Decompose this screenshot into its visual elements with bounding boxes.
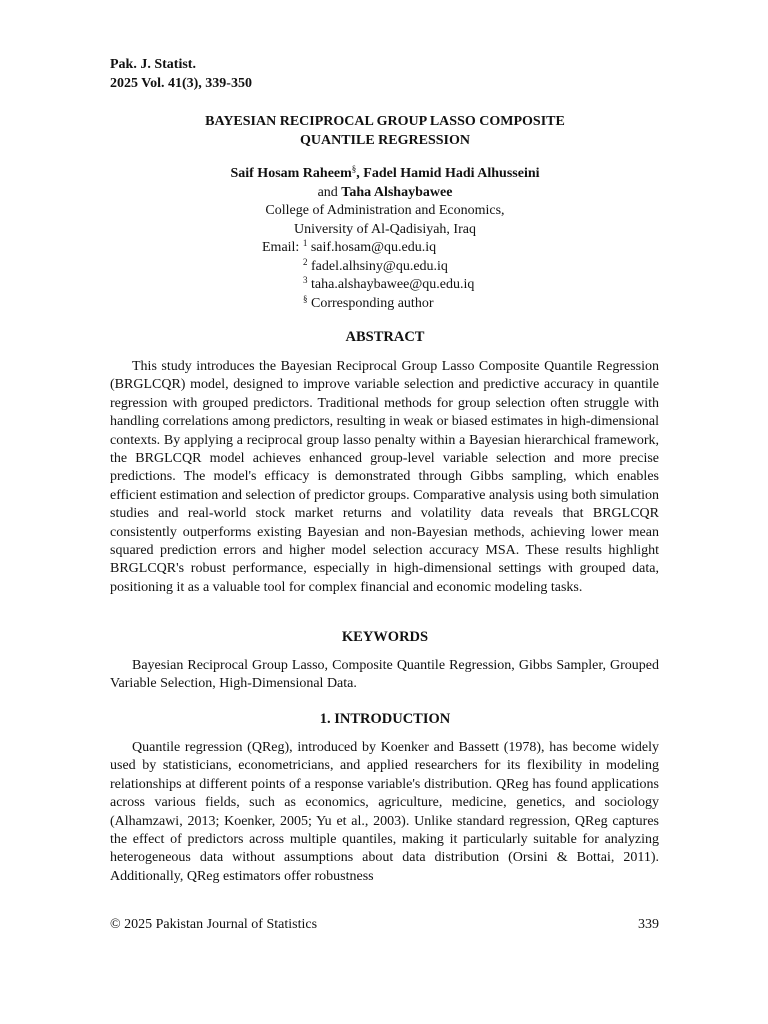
title-line-1: BAYESIAN RECIPROCAL GROUP LASSO COMPOSITE [205,114,565,129]
keywords-text: Bayesian Reciprocal Group Lasso, Composite Quantile Regression, Gibbs Sampler, Grouped Variable Selection, High-Dimensional Data. [110,658,659,692]
introduction-heading: 1. INTRODUCTION [319,711,451,727]
email-block [262,239,474,313]
email-line-1 [262,239,474,258]
journal-issue: 2025 Vol. 41(3), 339-350 [110,76,252,91]
keywords-heading: KEYWORDS [341,629,429,645]
email-mark-3: 3 [303,275,308,285]
corresponding-note-mark: § [303,293,308,304]
corresponding-note-text: Corresponding author [307,295,434,311]
author-block [110,165,660,239]
author-name-2: Fadel Hamid Hadi Alhusseini [363,166,540,181]
email-line-2 [262,258,474,277]
abstract-text: This study introduces the Bayesian Reciprocal Group Lasso Composite Quantile Regression (BRGLCQR) model, designed to improve variable selection and predictive accuracy in quantile regression with grouped predictors. Traditional methods for group selection often struggle with handling correlations among predictors, resulting in weak or biased estimates in high-dimensional contexts. By applying a reciprocal group lasso penalty within a Bayesian hierarchical framework, the BRGLCQR model achieves enhanced group-level variable selection and more precise predictions. The model's efficacy is demonstrated through Gibbs sampling, which enables efficient estimation and selection of predictor groups. Comparative analysis using both simulation studies and real-world stock market returns and volatility data reveals that BRGLCQR consistently outperforms existing Bayesian and non-Bayesian methods, achieving lower mean squared prediction errors and higher model selection accuracy MSA. These results highlight BRGLCQR's robust performance, especially in high-dimensional settings with grouped data, positioning it as a valuable tool for complex financial and economic modeling tasks. [110,359,659,595]
author-separator: , [356,166,364,181]
corresponding-author-note [262,295,474,314]
journal-header [110,55,252,93]
affiliation-line-2: University of Al-Qadisiyah, Iraq [294,221,476,237]
email-line-3 [262,276,474,295]
author-line-1 [110,165,660,184]
affiliation-line-1: College of Administration and Economics, [265,203,505,218]
journal-name: Pak. J. Statist. [110,57,196,72]
paper-title [110,112,660,150]
title-line-2: QUANTILE REGRESSION [300,133,470,148]
page-number: 339 [638,917,659,932]
introduction-text: Quantile regression (QReg), introduced by Koenker and Bassett (1978), has become widely used by statisticians, econometricians, and applied researchers for its flexibility in modeling relationships at different points of a response variable's distribution. QReg has found applications across various fields, such as economics, agriculture, medicine, genetics, and sociology (Alhamzawi, 2013; Koenker, 2005; Yu et al., 2003). Unlike standard regression, QReg captures the effect of predictors across multiple quantiles, making it particularly suitable for analyzing heterogeneous data without assumptions about data distribution (Orsini & Bottai, 2011). Additionally, QReg estimators offer robustness [110,740,659,884]
author-line-2 [110,184,660,203]
email-mark-2: 2 [303,256,308,267]
copyright-notice: © 2025 Pakistan Journal of Statistics [110,917,318,932]
author-and: and [317,184,342,200]
email-address-3: taha.alshaybawee@qu.edu.iq [307,277,475,292]
author-name-1: Saif Hosam Raheem [230,166,352,181]
corresponding-mark: § [351,164,357,174]
email-mark-1: 1 [302,238,308,248]
abstract-heading: ABSTRACT [345,329,425,345]
email-address-1: saif.hosam@qu.edu.iq [307,240,437,255]
author-name-3: Taha Alshaybawee [341,184,453,200]
email-label: Email: [262,240,303,255]
email-address-2: fadel.alhsiny@qu.edu.iq [307,258,448,274]
